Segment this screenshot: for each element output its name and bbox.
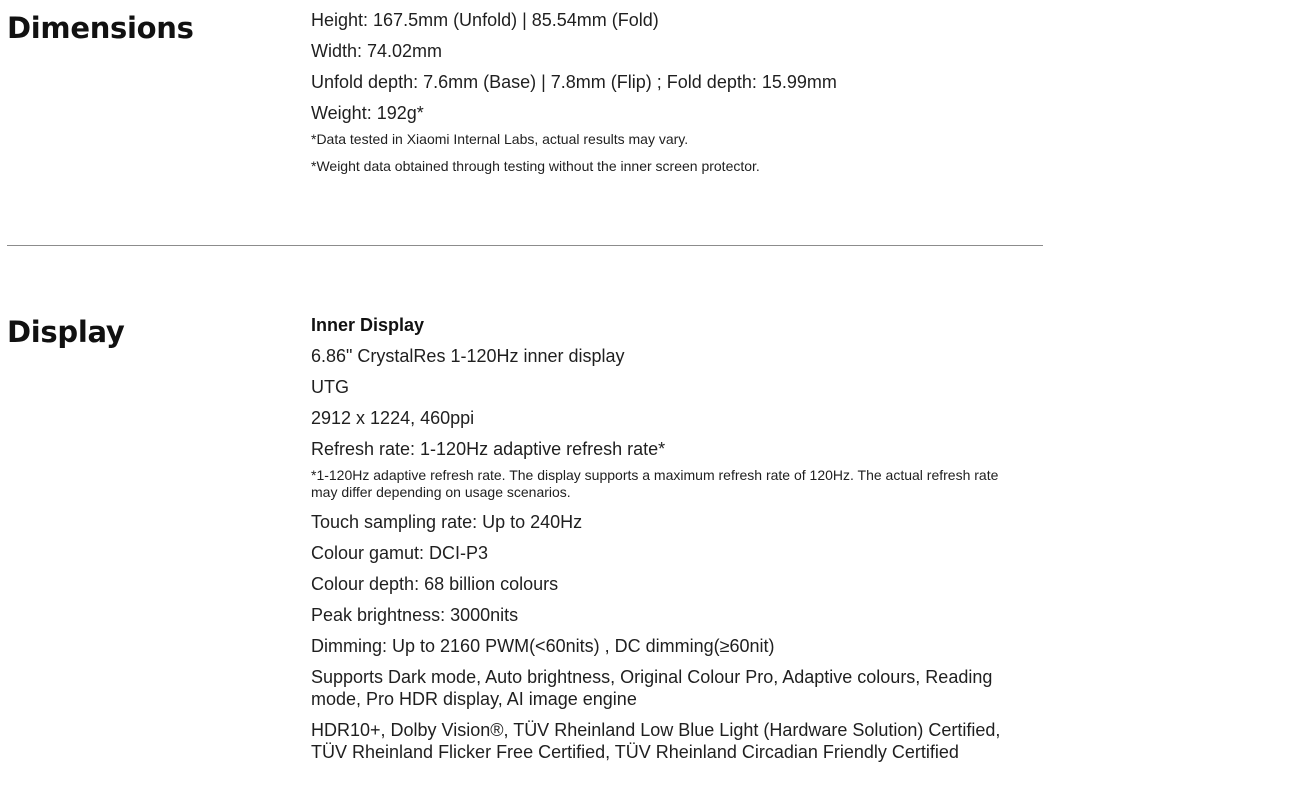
- dimensions-title: Dimensions: [7, 11, 194, 45]
- display-section: [0, 300, 1300, 800]
- spec-screen-size: 6.86" CrystalRes 1-120Hz inner display: [311, 346, 625, 366]
- display-specs: [311, 314, 1011, 772]
- spec-resolution: 2912 x 1224, 460ppi: [311, 408, 475, 428]
- section-divider: [7, 245, 1043, 246]
- spec-glass: UTG: [311, 377, 349, 397]
- footnote-refresh-rate: *1-120Hz adaptive refresh rate. The display supports a maximum refresh rate of 120Hz. The actual refresh rate may differ depending on usage scenarios.: [311, 467, 999, 500]
- dimensions-section: [0, 0, 1300, 200]
- spec-refresh-rate: Refresh rate: 1-120Hz adaptive refresh rate*: [311, 439, 666, 459]
- display-title: Display: [7, 315, 125, 349]
- spec-peak-brightness: Peak brightness: 3000nits: [311, 605, 519, 625]
- spec-height: Height: 167.5mm (Unfold) | 85.54mm (Fold): [311, 10, 659, 30]
- footnote-weight: *Weight data obtained through testing without the inner screen protector.: [311, 158, 760, 174]
- spec-width: Width: 74.02mm: [311, 41, 443, 61]
- spec-touch-sampling: Touch sampling rate: Up to 240Hz: [311, 512, 583, 532]
- footnote-lab-testing: *Data tested in Xiaomi Internal Labs, actual results may vary.: [311, 131, 689, 147]
- spec-depth: Unfold depth: 7.6mm (Base) | 7.8mm (Flip) ; Fold depth: 15.99mm: [311, 72, 837, 92]
- spec-colour-gamut: Colour gamut: DCI-P3: [311, 543, 489, 563]
- spec-display-features: Supports Dark mode, Auto brightness, Original Colour Pro, Adaptive colours, Reading mode, Pro HDR display, AI image engine: [311, 667, 993, 709]
- spec-colour-depth: Colour depth: 68 billion colours: [311, 574, 559, 594]
- spec-weight: Weight: 192g*: [311, 103, 424, 123]
- inner-display-heading: Inner Display: [311, 315, 425, 335]
- spec-dimming: Dimming: Up to 2160 PWM(<60nits) , DC dimming(≥60nit): [311, 636, 775, 656]
- dimensions-specs: [311, 9, 1011, 175]
- spec-certifications: HDR10+, Dolby Vision®, TÜV Rheinland Low Blue Light (Hardware Solution) Certified, TÜV Rheinland Flicker Free Certified, TÜV Rheinland Circadian Friendly Certified: [311, 720, 1001, 762]
